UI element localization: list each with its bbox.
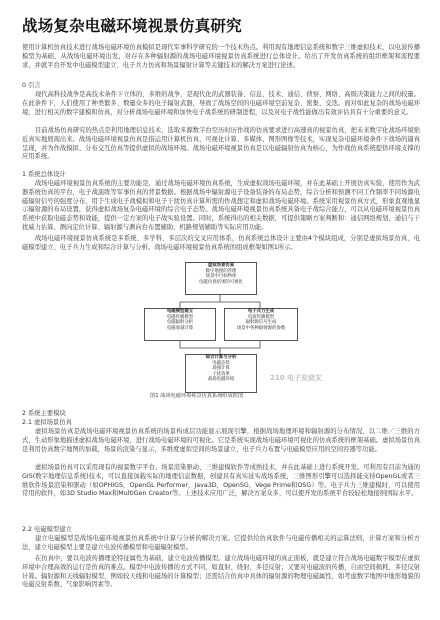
model-paragraph-1: 建立电磁模型是战场电磁环境视景仿真系统中计算与分析的解决方案。它提供给仿真软件与电磁传播相关的运算法则，计算方案和分析方法，建立电磁模型主要是建立电波传播模型和电磁辐射模型。	[22, 535, 420, 551]
box-em-model: 电磁模型建立 电磁传播模型 电磁辐射分析 电磁衰减计算	[144, 308, 216, 341]
scene-paragraph-2: 虚拟场景仿真可以采用现有的视景数字平台、场景渲染驱动、三维建模软件等成熟技术，并在此基础上进行系统开发。可利用有目前为通的GIS(数字地理信息系统)技术，可以直接加载实际的地理信息数据，创建具有真实延实战场系统，三维图形引擎可以选择能支持OpenGL或者三维软件场景渲染和驱动（如OPHIGS，OpenGL Performer，Java3D，OpenSG，Vege Prime和OSG）等。电子兵力三维建模时，可以使用常用的软件，如3D Studio Max和MultiGen Creator等。上述技术应用广泛，解决方案众多，可以使开发的系统平台较轻松地接纳国际水平。	[22, 464, 420, 498]
page-title: 战场复杂电磁环境视景仿真研究	[22, 17, 242, 35]
intro-paragraph-2: 目前战场仿真研究的热点是利用地理信息技术，选取多源数字台空历时历作战的仿真要求进行高速真的视景仿真，把未来数字化战场环境贴近真实地展现出来。战场电磁环境视景仿真是指运用计算机仿真、可视化计算、多媒体、图形图像等技术，实现复杂电磁环境条件下战场的逼真呈现，并为作战模拟、分布交互仿真等提供虚拟的战场环境。战场电磁环境视景仿真是以电磁辐射仿真为核心，为作战仿真系统提供环境支撑的应用系统。	[22, 127, 420, 161]
section-heading-design: 1 系统总体设计	[22, 171, 66, 178]
section-heading-modules: 2 系统主要模块	[22, 410, 66, 417]
subsection-heading-scene: 2.1 虚拟场景仿真	[22, 419, 72, 426]
section-heading-intro: 0 引言	[22, 82, 41, 89]
box-ew-force: 电子兵力生成 电波传播模型 辐射源信号生成 场景中各种辐射源的参数	[224, 308, 298, 341]
model-paragraph-2: 在仿真中，要以电波传播理论特征属性为基础，建立电波传播模型。建立战场电磁环境的真正面板，就是建立符合战场电磁数字模型在虚拟环境中合理高效的运行是仿真的难点。模型中电波传播的方式不同，如直射、绕射、多径反射；又要对电磁波的传播，自由空间损耗、多径反射计算。辐射源和天线辐射模型，例如较天线和电磁场的计算模型；还需结合仿真中具体的辐射源的物理电磁属性，如考虑数字地图中地形地貌的电磁反射系数、气象影响因素等。	[22, 555, 420, 589]
box-virtual-scene: 虚拟场景仿真 数字地图的管理 场景中目标物体 电磁仿真结果的可视化	[185, 262, 257, 295]
watermark-logo: 210 电子发烧友	[270, 374, 323, 382]
scene-paragraph-1: 虚拟场景仿真是战场电磁环境视景仿真系统的场景构成层功能显示展现引擎，根据战场地理环境和辐射源的分布情况，以二维／三维的方式，生动形象地描述虚拟战场电磁环境，进行战场电磁环境的可视化。它是系统实现战场电磁环境可视化的仿真系统的框架基础。虚拟场景仿真是利用仿真数字地图的加载，场景的渲染与显示，多维度虚拟空间的场景建立、电子兵力布置与电磁模型应用的空间容器等功能。	[22, 428, 420, 453]
design-paragraph-2: 战场电磁环境视景仿真系统是多系统、多学科、多层次的交叉应用体系，仿真系统总体设计主要由4个模块组成，分别是虚拟场景仿真、电磁模型建立、电子兵力生成和综合计算与分析。战场电磁环境视景仿真系统的组成框架如图1所示。	[22, 235, 420, 251]
design-paragraph-1: 战场电磁环境视景仿真系统的主要功能是，通过战场电磁环境仿真系统，生成虚拟战场电磁环境，并在此基础上开展仿真实验，使用作为武器系统仿真的平台，电子战演练等军事仿真的背景数据。根据战场中辐射源电子设备装备的布局态势，综合分析和预测不同工作频率不同场源电磁辐射信号的强度分布，用于生成电子战模拟和电子干扰仿真计算所需的作战想定和虚拟战场电磁环境。系统采用视景仿真方式，形象直观地显示辐射源的布局设置，获得虚拟战场复杂电磁环境的综合电子态势。战场电磁环境视景仿真系统具备电子战综合能力，可以从电磁环境视景仿真系统中获取电磁态势和效能，提供一定方案的电子战实验设置。同时，系统得出的相关数据，可提供策略方案判断和：通信网络规划、通信与干扰威力估算、测向定位计算、辐射源与测向台布置辅助、机路规划辅助等实际应用功能。	[22, 180, 420, 231]
figure-caption: 图1 战场电磁环境视景仿真系统组成框图	[150, 393, 244, 399]
intro-paragraph-1: 现代高科技战争是高技术条件下立体的、多维的战争，是现代化的武器装备、信息、技术、通信、侦察、网络、高级决策能力之间的较量。在此条件下，人们使用了种类繁多、数量众多的电子辐射武器，导致了战场空间的电磁环境空前复杂、密集、交迭。面对如此复杂的战场电磁环境，进行相关的数字建模和仿真，对分析战场电磁环境和加快电子战系统的研制进程，以及对电子战性能做出有效评估具有十分重要的意义。	[22, 91, 420, 116]
figure-1-block-diagram	[140, 258, 300, 410]
box-analysis: 综合计算与分析 电磁态势 场强计算 干扰效果 战场电磁环境	[185, 354, 257, 393]
subsection-heading-model: 2.2 电磁模型建立	[22, 526, 72, 533]
abstract: 使用计算机仿真技术进行战场电磁环境仿真模拟是现代军事科学研究的一个技术热点。利用现有地理信息系统和数字三维虚拟技术，以电波传播模型为基础，从战场电磁环境出发，对存在多种辐射源的战场电磁环境视景仿真系统进行总体设计。给出了开发仿真系统的组织框架和流程要求，并就平台开发中电磁模型建立、电子兵力仿真和场景辐射计算等关键技术的解决方案进行论述。	[22, 44, 420, 69]
